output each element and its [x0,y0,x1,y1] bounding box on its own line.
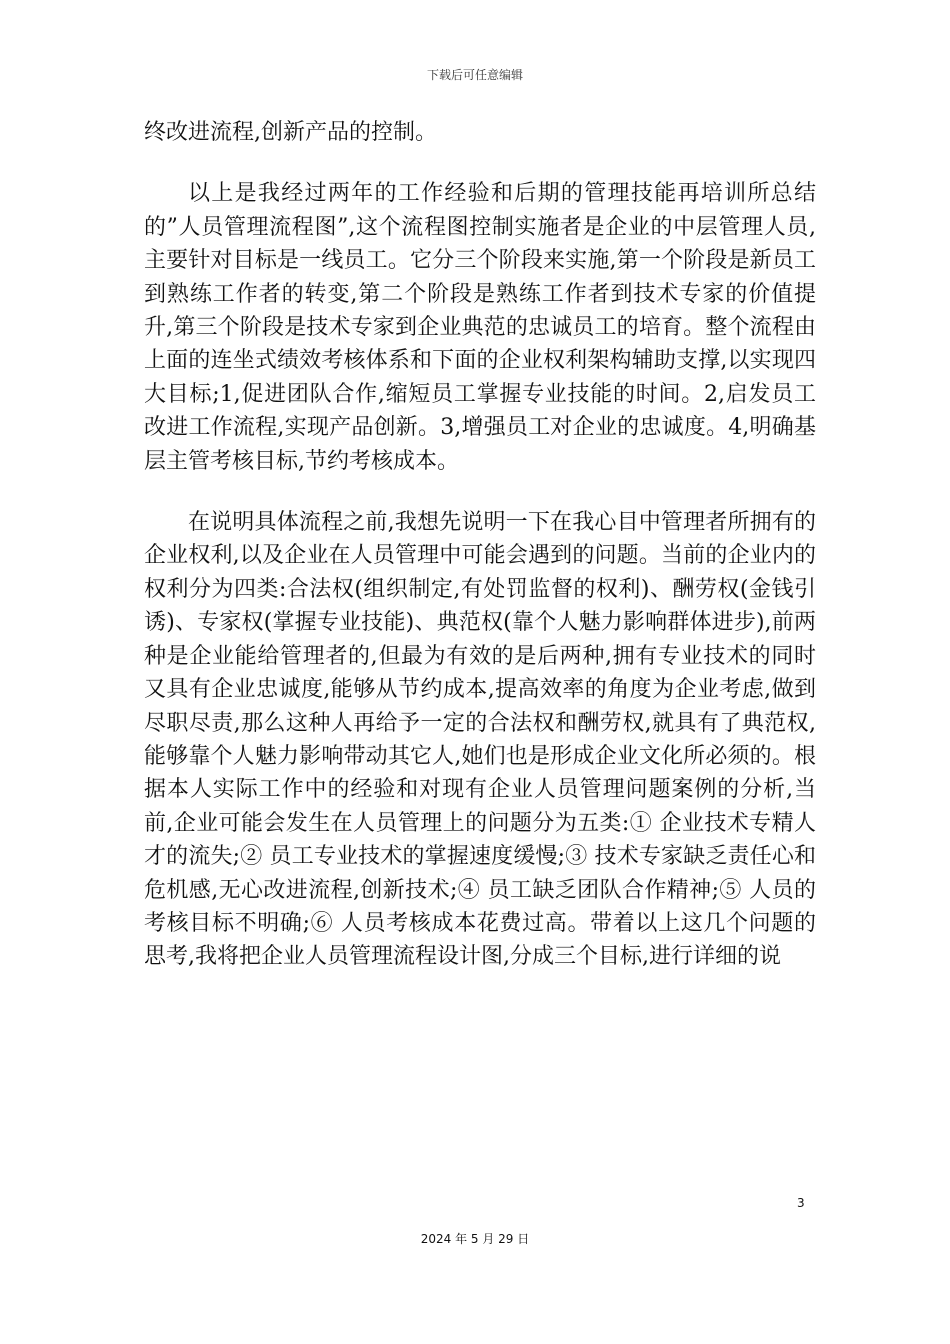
paragraph-continuation: 终改进流程,创新产品的控制。 [144,120,437,145]
paragraph-summary: 以上是我经过两年的工作经验和后期的管理技能再培训所总结的”人员管理流程图”,这个流程图控制实施者是企业的中层管理人员,主要针对目标是一线员工。它分三个阶段来实施,第一个阶段是新员工到熟练工作者的转变,第二个阶段是熟练工作者到技术专家的价值提升,第三个阶段是技术专家到企业典范的忠诚员工的培育。整个流程由上面的连坐式绩效考核体系和下面的企业权利架构辅助支撑,以实现四大目标;1,促进团队合作,缩短员工掌握专业技能的时间。2,启发员工改进工作流程,实现产品创新。3,增强员工对企业的忠诚度。4,明确基层主管考核目标,节约考核成本。 [144,181,816,474]
page-number: 3 [797,1196,805,1210]
paragraph-authority-problems: 在说明具体流程之前,我想先说明一下在我心目中管理者所拥有的企业权利,以及企业在人员管理中可能会遇到的问题。当前的企业内的权利分为四类:合法权(组织制定,有处罚监督的权利)、酬劳权(金钱引诱)、专家权(掌握专业技能)、典范权(靠个人魅力影响群体进步),前两种是企业能给管理者的,但最为有效的是后两种,拥有专业技术的同时又具有企业忠诚度,能够从节约成本,提高效率的角度为企业考虑,做到尽职尽责,那么这种人再给予一定的合法权和酬劳权,就具有了典范权,能够靠个人魅力影响带动其它人,她们也是形成企业文化所必须的。根据本人实际工作中的经验和对现有企业人员管理问题案例的分析,当前,企业可能会发生在人员管理上的问题分为五类:① 企业技术专精人才的流失;② 员工专业技术的掌握速度缓慢;③ 技术专家缺乏责任心和危机感,无心改进流程,创新技术;④ 员工缺乏团队合作精神;⑤ 人员的考核目标不明确;⑥ 人员考核成本花费过高。带着以上这几个问题的思考,我将把企业人员管理流程设计图,分成三个目标,进行详细的说 [144,510,816,970]
page-header: 下载后可任意编辑 [426,68,523,82]
document-body [144,116,816,974]
page-footer-date: 2024 年 5 月 29 日 [420,1232,530,1246]
